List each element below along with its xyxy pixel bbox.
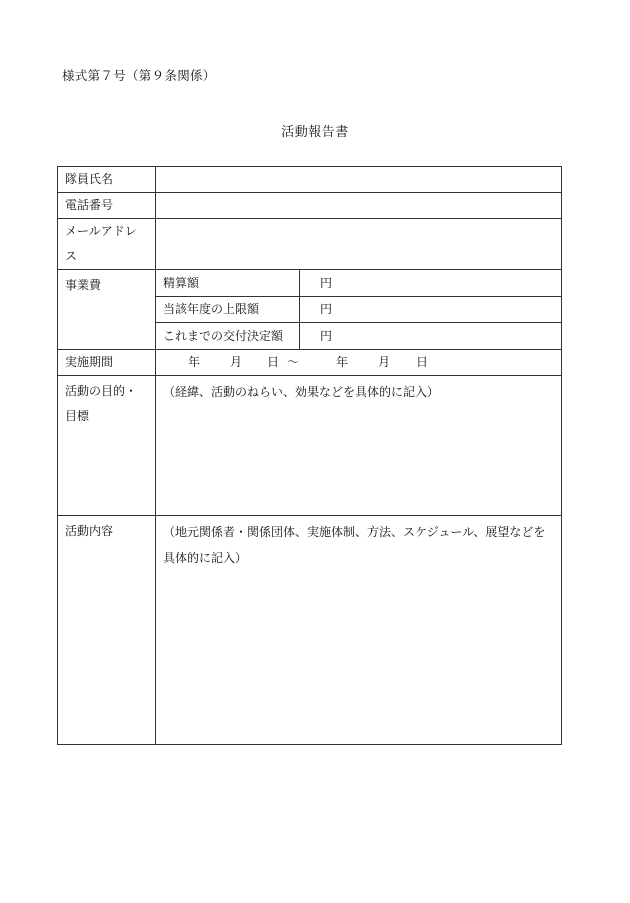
period-end-year: 年 bbox=[336, 355, 349, 369]
period-field[interactable] bbox=[156, 350, 562, 376]
annual-limit-field[interactable]: 円 bbox=[300, 297, 562, 323]
member-name-label: 隊員氏名 bbox=[58, 167, 156, 193]
period-start-year: 年 bbox=[188, 355, 201, 369]
annual-limit-label: 当該年度の上限額 bbox=[156, 297, 300, 323]
granted-amount-label: これまでの交付決定額 bbox=[156, 323, 300, 350]
purpose-label: 活動の目的・目標 bbox=[58, 376, 156, 516]
row-expense-settlement bbox=[58, 270, 562, 297]
period-end-month: 月 bbox=[378, 355, 391, 369]
form-number-label: 様式第７号（第９条関係） bbox=[62, 68, 216, 83]
content-field[interactable] bbox=[156, 516, 562, 745]
document-title: 活動報告書 bbox=[281, 125, 349, 140]
row-content bbox=[58, 516, 562, 745]
expenses-label: 事業費 bbox=[58, 270, 156, 350]
row-purpose bbox=[58, 376, 562, 516]
row-period bbox=[58, 350, 562, 376]
settlement-amount-field[interactable]: 円 bbox=[300, 270, 562, 297]
purpose-field[interactable] bbox=[156, 376, 562, 516]
content-label: 活動内容 bbox=[58, 516, 156, 745]
settlement-amount-label: 精算額 bbox=[156, 270, 300, 297]
row-member-name bbox=[58, 167, 562, 193]
member-name-field[interactable] bbox=[156, 167, 562, 193]
email-field[interactable] bbox=[156, 219, 562, 270]
period-tilde: ～ bbox=[287, 355, 300, 369]
content-instruction: （地元関係者・関係団体、実施体制、方法、スケジュール、展望などを具体的に記入） bbox=[163, 525, 546, 565]
period-start-month: 月 bbox=[230, 355, 243, 369]
activity-report-table bbox=[57, 166, 562, 745]
purpose-instruction: （経緯、活動のねらい、効果などを具体的に記入） bbox=[163, 385, 440, 399]
period-start-day: 日 bbox=[267, 355, 280, 369]
phone-field[interactable] bbox=[156, 193, 562, 219]
period-label: 実施期間 bbox=[58, 350, 156, 376]
period-end-day: 日 bbox=[416, 355, 429, 369]
email-label: メールアドレス bbox=[58, 219, 156, 270]
row-email bbox=[58, 219, 562, 270]
granted-amount-field[interactable]: 円 bbox=[300, 323, 562, 350]
row-phone bbox=[58, 193, 562, 219]
phone-label: 電話番号 bbox=[58, 193, 156, 219]
